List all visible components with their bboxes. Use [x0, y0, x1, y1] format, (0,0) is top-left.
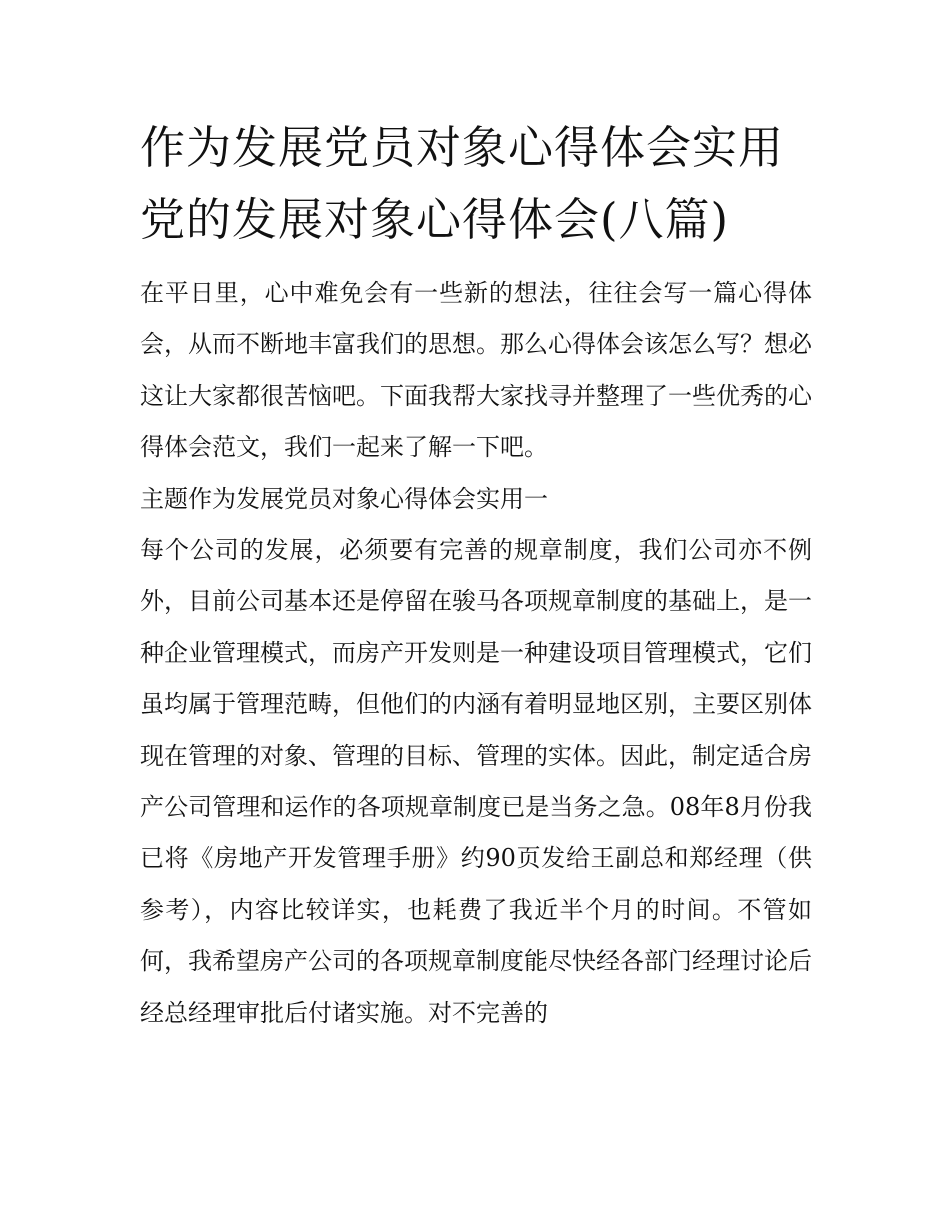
document-page [140, 112, 812, 1039]
document-title: 作为发展党员对象心得体会实用 党的发展对象心得体会(八篇) [140, 121, 785, 246]
document-body [140, 268, 812, 1039]
body-paragraph: 每个公司的发展，必须要有完善的规章制度，我们公司亦不例外，目前公司基本还是停留在骏马各项规章制度的基础上，是一种企业管理模式，而房产开发则是一种建设项目管理模式，它们虽均属于管理范畴，但他们的内涵有着明显地区别，主要区别体现在管理的对象、管理的目标、管理的实体。因此，制定适合房产公司管理和运作的各项规章制度已是当务之急。08年8月份我已将《房地产开发管理手册》约90页发给王副总和郑经理（供参考），内容比较详实，也耗费了我近半个月的时间。不管如何，我希望房产公司的各项规章制度能尽快经各部门经理讨论后经总经理审批后付诸实施。对不完善的 [140, 536, 812, 1027]
section-heading: 主题作为发展党员对象心得体会实用一 [140, 484, 548, 513]
intro-paragraph: 在平日里，心中难免会有一些新的想法，往往会写一篇心得体会，从而不断地丰富我们的思想。那么心得体会该怎么写？想必这让大家都很苦恼吧。下面我帮大家找寻并整理了一些优秀的心得体会范文，我们一起来了解一下吧。 [140, 279, 812, 462]
